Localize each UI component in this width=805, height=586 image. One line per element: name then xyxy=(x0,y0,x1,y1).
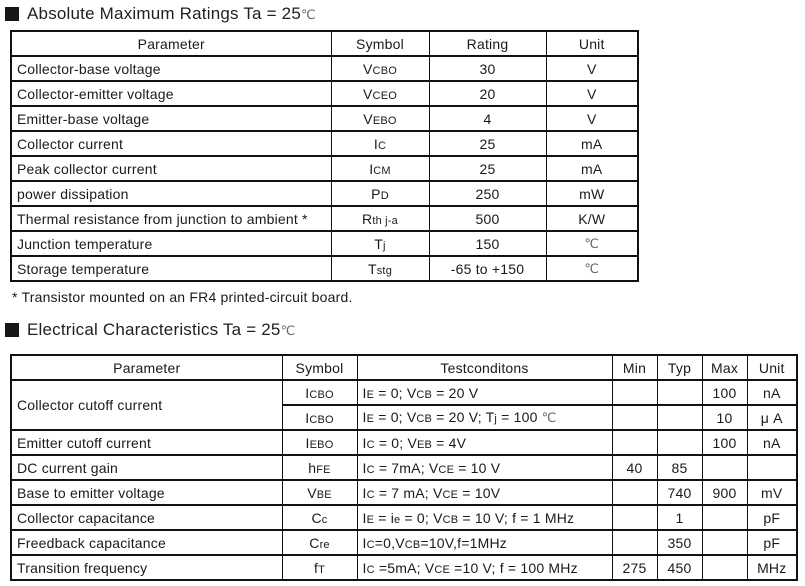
text-segment: f xyxy=(313,559,319,576)
unit-cell: nA xyxy=(747,430,797,455)
text-segment: = 20 V xyxy=(432,384,479,401)
text-segment: C xyxy=(366,488,375,501)
text-segment: c xyxy=(321,513,328,526)
max-cell xyxy=(702,455,747,480)
table-footnote: * Transistor mounted on an FR4 printed-circuit board. xyxy=(12,289,353,305)
test-conditions-cell xyxy=(357,480,612,505)
test-conditions-cell xyxy=(357,405,612,430)
section-title-electrical-characteristics xyxy=(5,320,295,340)
unit-cell: MHz xyxy=(747,555,797,580)
parameter-cell: Collector cutoff current xyxy=(11,380,282,430)
table-row xyxy=(11,505,797,530)
unit-cell: mA xyxy=(546,131,638,156)
rating-cell: 30 xyxy=(429,56,546,81)
symbol-cell xyxy=(331,131,429,156)
text-segment: CB xyxy=(442,513,459,526)
symbol-cell xyxy=(282,530,357,555)
text-segment: I xyxy=(305,409,310,426)
text-segment: CM xyxy=(373,164,391,177)
unit-cell: mA xyxy=(546,156,638,181)
symbol-cell xyxy=(282,505,357,530)
table-row xyxy=(11,106,638,131)
text-segment: CE xyxy=(442,488,459,501)
typ-cell: 1 xyxy=(657,505,702,530)
unit-cell: pF xyxy=(747,530,797,555)
unit-cell: V xyxy=(546,106,638,131)
rating-cell: 500 xyxy=(429,206,546,231)
text-segment: j xyxy=(383,239,386,252)
text-segment: ℃ xyxy=(584,236,600,251)
text-segment: V xyxy=(307,484,317,501)
test-conditions-cell xyxy=(357,505,612,530)
text-segment: ℃ xyxy=(541,410,557,425)
text-segment: = 7 mA; V xyxy=(374,484,443,501)
text-segment: = i xyxy=(374,509,395,526)
table-row xyxy=(11,206,638,231)
absolute-maximum-ratings-table xyxy=(10,30,639,282)
text-segment: re xyxy=(319,538,330,551)
text-segment: I xyxy=(362,459,367,476)
parameter-cell: Emitter-base voltage xyxy=(11,106,331,131)
unit-cell: nA xyxy=(747,380,797,405)
parameter-cell: power dissipation xyxy=(11,181,331,206)
text-segment: EBO xyxy=(372,114,397,127)
table-header-row xyxy=(11,31,638,56)
parameter-cell: Base to emitter voltage xyxy=(11,480,282,505)
table-row xyxy=(11,256,638,281)
text-segment: T xyxy=(367,260,377,277)
symbol-cell xyxy=(331,231,429,256)
unit-cell: μ A xyxy=(747,405,797,430)
unit-cell xyxy=(747,455,797,480)
parameter-cell: Junction temperature xyxy=(11,231,331,256)
unit-cell: V xyxy=(546,81,638,106)
max-cell: 100 xyxy=(702,380,747,405)
text-segment: CBO xyxy=(372,64,397,77)
unit-cell: pF xyxy=(747,505,797,530)
unit-cell: mV xyxy=(747,480,797,505)
text-segment: T xyxy=(318,563,325,576)
text-segment: C xyxy=(377,139,387,152)
rating-cell: 25 xyxy=(429,131,546,156)
parameter-cell: DC current gain xyxy=(11,455,282,480)
text-segment: = 10V xyxy=(458,484,501,501)
text-segment: I xyxy=(362,509,367,526)
symbol-cell xyxy=(331,56,429,81)
text-segment: C xyxy=(366,563,375,576)
min-cell: 275 xyxy=(612,555,657,580)
min-cell xyxy=(612,405,657,430)
text-segment: FE xyxy=(316,463,331,476)
text-segment: Absolute Maximum Ratings Ta = 25 xyxy=(27,4,301,23)
text-segment: j xyxy=(494,413,498,425)
min-cell xyxy=(612,530,657,555)
unit-cell xyxy=(546,231,638,256)
section-bullet-icon xyxy=(5,7,19,21)
unit-cell: mW xyxy=(546,181,638,206)
section-bullet-icon xyxy=(5,323,19,337)
text-segment: ℃ xyxy=(584,261,600,276)
table-row xyxy=(11,555,797,580)
text-segment: P xyxy=(371,185,381,202)
rating-cell: 150 xyxy=(429,231,546,256)
text-segment: CB xyxy=(404,538,421,551)
typ-cell xyxy=(657,405,702,430)
max-cell xyxy=(702,555,747,580)
text-segment: BE xyxy=(316,488,332,501)
test-conditions-cell xyxy=(357,380,612,405)
parameter-cell: Collector-base voltage xyxy=(11,56,331,81)
text-segment: E xyxy=(366,388,375,401)
typ-cell: 85 xyxy=(657,455,702,480)
column-header: Symbol xyxy=(331,31,429,56)
text-segment: = 7mA; V xyxy=(374,459,439,476)
text-segment: C xyxy=(366,438,375,451)
test-conditions-cell xyxy=(357,555,612,580)
text-segment: I xyxy=(369,160,374,177)
unit-cell: V xyxy=(546,56,638,81)
max-cell: 900 xyxy=(702,480,747,505)
text-segment: D xyxy=(380,189,389,202)
max-cell xyxy=(702,505,747,530)
text-segment: = 100 xyxy=(497,409,542,425)
parameter-cell: Storage temperature xyxy=(11,256,331,281)
section-title-text xyxy=(27,4,316,24)
text-segment: CEO xyxy=(372,89,397,102)
min-cell xyxy=(612,480,657,505)
parameter-cell: Freedback capacitance xyxy=(11,530,282,555)
column-header: Testconditons xyxy=(357,355,612,380)
symbol-cell xyxy=(331,156,429,181)
column-header: Symbol xyxy=(282,355,357,380)
text-segment: V xyxy=(363,85,373,102)
table-row xyxy=(11,231,638,256)
text-segment: =10 V; f = 100 MHz xyxy=(450,559,578,576)
typ-cell xyxy=(657,380,702,405)
symbol-cell xyxy=(282,405,357,430)
text-segment: = 0; V xyxy=(374,384,417,401)
typ-cell: 350 xyxy=(657,530,702,555)
text-segment: =0,V xyxy=(374,534,405,551)
test-conditions-cell xyxy=(357,430,612,455)
text-segment: EB xyxy=(417,438,433,451)
text-segment: I xyxy=(362,434,367,451)
section-title-absolute-maximum-ratings xyxy=(5,4,316,24)
parameter-cell: Collector current xyxy=(11,131,331,156)
table-row xyxy=(11,56,638,81)
text-segment: CE xyxy=(438,463,455,476)
text-segment: C xyxy=(311,509,322,526)
rating-cell: -65 to +150 xyxy=(429,256,546,281)
text-segment: = 10 V; f = 1 MHz xyxy=(458,509,575,526)
min-cell xyxy=(612,505,657,530)
table-row xyxy=(11,131,638,156)
typ-cell: 740 xyxy=(657,480,702,505)
text-segment: = 0; V xyxy=(400,509,443,526)
text-segment: V xyxy=(363,60,373,77)
symbol-cell xyxy=(331,106,429,131)
max-cell: 100 xyxy=(702,430,747,455)
table-row xyxy=(11,81,638,106)
typ-cell xyxy=(657,430,702,455)
symbol-cell xyxy=(282,430,357,455)
text-segment: th j-a xyxy=(372,214,398,227)
text-segment: I xyxy=(305,384,310,401)
column-header: Unit xyxy=(546,31,638,56)
column-header: Max xyxy=(702,355,747,380)
symbol-cell xyxy=(331,181,429,206)
text-segment: C xyxy=(366,538,375,551)
parameter-cell: Peak collector current xyxy=(11,156,331,181)
parameter-cell: Emitter cutoff current xyxy=(11,430,282,455)
symbol-cell xyxy=(331,81,429,106)
table-row xyxy=(11,480,797,505)
symbol-cell xyxy=(331,206,429,231)
text-segment: V xyxy=(363,110,373,127)
text-segment: = 0; V xyxy=(374,409,417,425)
text-segment: ℃ xyxy=(280,323,296,338)
text-segment: e xyxy=(394,513,401,526)
rating-cell: 20 xyxy=(429,81,546,106)
text-segment: = 0; V xyxy=(374,434,418,451)
column-header: Typ xyxy=(657,355,702,380)
text-segment: I xyxy=(373,135,378,152)
symbol-cell xyxy=(331,256,429,281)
table-row xyxy=(11,380,797,405)
unit-cell xyxy=(546,256,638,281)
rating-cell: 250 xyxy=(429,181,546,206)
section-title-text xyxy=(27,320,295,340)
text-segment: ℃ xyxy=(300,7,316,22)
min-cell xyxy=(612,380,657,405)
symbol-cell xyxy=(282,380,357,405)
text-segment: I xyxy=(305,434,310,451)
table-row xyxy=(11,156,638,181)
text-segment: = 20 V; T xyxy=(432,409,495,425)
unit-cell: K/W xyxy=(546,206,638,231)
text-segment: CB xyxy=(416,388,433,401)
table-header-row xyxy=(11,355,797,380)
table-row xyxy=(11,430,797,455)
max-cell: 10 xyxy=(702,405,747,430)
column-header: Parameter xyxy=(11,31,331,56)
rating-cell: 4 xyxy=(429,106,546,131)
min-cell xyxy=(612,430,657,455)
min-cell: 40 xyxy=(612,455,657,480)
text-segment: E xyxy=(366,413,375,425)
text-segment: C xyxy=(366,463,375,476)
text-segment: Electrical Characteristics Ta = 25 xyxy=(27,320,281,339)
text-segment: EBO xyxy=(309,438,334,451)
column-header: Min xyxy=(612,355,657,380)
text-segment: =5mA; V xyxy=(374,559,435,576)
max-cell xyxy=(702,530,747,555)
text-segment: CB xyxy=(416,413,433,425)
text-segment: stg xyxy=(376,264,393,277)
electrical-characteristics-table xyxy=(10,354,798,581)
text-segment: T xyxy=(374,235,384,252)
parameter-cell: Collector-emitter voltage xyxy=(11,81,331,106)
text-segment: CE xyxy=(434,563,451,576)
rating-cell: 25 xyxy=(429,156,546,181)
symbol-cell xyxy=(282,480,357,505)
text-segment: CBO xyxy=(309,413,334,426)
text-segment: E xyxy=(366,513,375,526)
column-header: Rating xyxy=(429,31,546,56)
text-segment: CBO xyxy=(309,388,334,401)
test-conditions-cell xyxy=(357,455,612,480)
text-segment: h xyxy=(308,459,317,476)
column-header: Unit xyxy=(747,355,797,380)
parameter-cell: Collector capacitance xyxy=(11,505,282,530)
typ-cell: 450 xyxy=(657,555,702,580)
text-segment: R xyxy=(362,210,373,227)
text-segment: = 4V xyxy=(432,434,467,451)
text-segment: = 10 V xyxy=(454,459,501,476)
text-segment: I xyxy=(362,409,367,425)
parameter-cell: Thermal resistance from junction to ambient * xyxy=(11,206,331,231)
text-segment: C xyxy=(309,534,320,551)
test-conditions-cell xyxy=(357,530,612,555)
table-row xyxy=(11,181,638,206)
symbol-cell xyxy=(282,455,357,480)
symbol-cell xyxy=(282,555,357,580)
text-segment: I xyxy=(362,559,367,576)
text-segment: I xyxy=(362,534,367,551)
table-row xyxy=(11,530,797,555)
text-segment: =10V,f=1MHz xyxy=(420,534,507,551)
column-header: Parameter xyxy=(11,355,282,380)
text-segment: I xyxy=(362,484,367,501)
parameter-cell: Transition frequency xyxy=(11,555,282,580)
text-segment: I xyxy=(362,384,367,401)
table-row xyxy=(11,455,797,480)
